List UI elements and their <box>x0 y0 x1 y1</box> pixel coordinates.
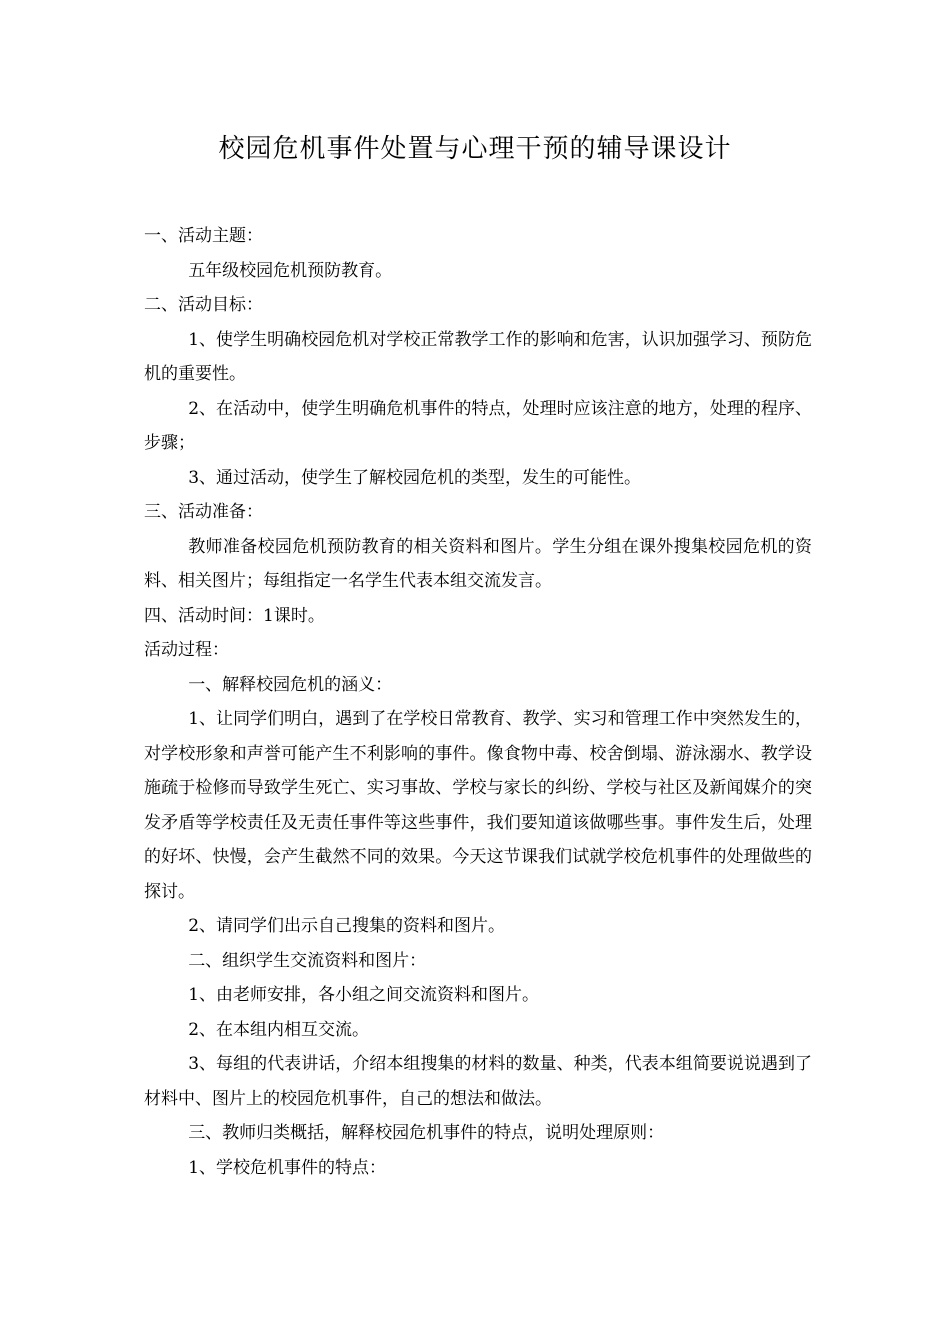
section-heading-time: 四、活动时间：1课时。 <box>144 605 325 626</box>
process-heading-3: 三、教师归类概括，解释校园危机事件的特点，说明处理原则： <box>188 1123 665 1143</box>
document-body <box>144 219 812 1185</box>
paragraph-preparation: 教师准备校园危机预防教育的相关资料和图片。学生分组在课外搜集校园危机的资料、相关图片；每组指定一名学生代表本组交流发言。 <box>144 536 812 591</box>
paragraph-goal-1: 1、使学生明确校园危机对学校正常教学工作的影响和危害，认识加强学习、预防危机的重要性。 <box>144 329 812 384</box>
process-item-3-1: 1、学校危机事件的特点： <box>188 1157 387 1178</box>
process-item-1-2: 2、请同学们出示自己搜集的资料和图片。 <box>188 916 506 936</box>
process-heading-1: 一、解释校园危机的涵义： <box>188 674 393 695</box>
section-heading-preparation: 三、活动准备： <box>144 502 263 522</box>
section-heading-process: 活动过程： <box>144 640 229 660</box>
process-item-1-1: 1、让同学们明白，遇到了在学校日常教育、教学、实习和管理工作中突然发生的，对学校形象和声誉可能产生不利影响的事件。像食物中毒、校舍倒塌、游泳溺水、教学设施疏于检修而导致学生死亡、实习事故、学校与家长的纠纷、学校与社区及新闻媒介的突发矛盾等学校责任及无责任事件等这些事件，我们要知道该做哪些事。事件发生后，处理的好坏、快慢，会产生截然不同的效果。今天这节课我们试就学校危机事件的处理做些的探讨。 <box>144 709 812 902</box>
section-heading-theme: 一、活动主题： <box>144 226 263 246</box>
process-item-2-3: 3、每组的代表讲话，介绍本组搜集的材料的数量、种类，代表本组简要说说遇到了材料中、图片上的校园危机事件，自己的想法和做法。 <box>144 1054 812 1109</box>
process-heading-2: 二、组织学生交流资料和图片： <box>188 950 427 971</box>
paragraph-goal-3: 3、通过活动，使学生了解校园危机的类型，发生的可能性。 <box>188 467 642 488</box>
paragraph-theme: 五年级校园危机预防教育。 <box>188 260 393 281</box>
document-title: 校园危机事件处置与心理干预的辅导课设计 <box>218 134 732 164</box>
process-item-2-1: 1、由老师安排，各小组之间交流资料和图片。 <box>188 985 540 1005</box>
process-item-2-2: 2、在本组内相互交流。 <box>188 1019 370 1040</box>
section-heading-goals: 二、活动目标： <box>144 295 263 315</box>
paragraph-goal-2: 2、在活动中，使学生明确危机事件的特点，处理时应该注意的地方，处理的程序、步骤； <box>144 398 812 453</box>
